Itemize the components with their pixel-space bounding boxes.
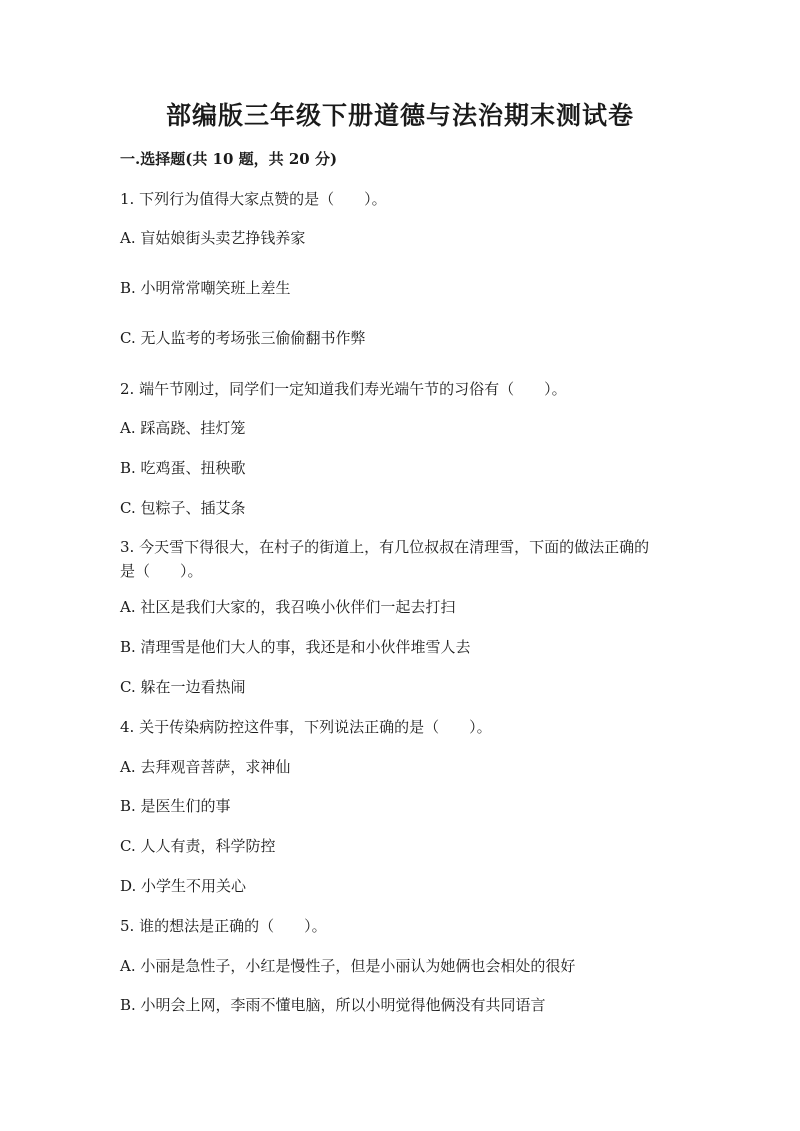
question-1-option-a: A. 盲姑娘街头卖艺挣钱养家: [120, 229, 306, 247]
exam-title: 部编版三年级下册道德与法治期末测试卷: [165, 101, 634, 130]
question-2-option-c: C. 包粽子、插艾条: [120, 499, 246, 517]
question-2-option-b: B. 吃鸡蛋、扭秧歌: [120, 459, 246, 477]
question-1-option-c: C. 无人监考的考场张三偷偷翻书作弊: [120, 329, 366, 347]
question-5-option-a: A. 小丽是急性子，小红是慢性子，但是小丽认为她俩也会相处的很好: [120, 957, 576, 975]
question-4-option-a: A. 去拜观音菩萨，求神仙: [120, 758, 291, 776]
question-4-option-b: B. 是医生们的事: [120, 797, 231, 815]
question-3-option-a: A. 社区是我们大家的，我召唤小伙伴们一起去打扫: [120, 598, 456, 616]
question-3-stem: 3. 今天雪下得很大，在村子的街道上，有几位叔叔在清理雪，下面的做法正确的是（ ）。: [120, 538, 650, 580]
question-5-stem: 5. 谁的想法是正确的（ ）。: [120, 917, 327, 935]
question-1-option-b: B. 小明常常嘲笑班上差生: [120, 279, 291, 297]
question-5-option-b: B. 小明会上网，李雨不懂电脑，所以小明觉得他俩没有共同语言: [120, 996, 546, 1014]
question-1-stem: 1. 下列行为值得大家点赞的是（ ）。: [120, 190, 387, 208]
question-4-option-c: C. 人人有责，科学防控: [120, 837, 276, 855]
question-3-option-c: C. 躲在一边看热闹: [120, 678, 246, 696]
question-3-option-b: B. 清理雪是他们大人的事，我还是和小伙伴堆雪人去: [120, 638, 471, 656]
section-heading: 一.选择题(共 10 题，共 20 分): [120, 150, 338, 168]
question-4-stem: 4. 关于传染病防控这件事，下列说法正确的是（ ）。: [120, 718, 492, 736]
question-4-option-d: D. 小学生不用关心: [120, 877, 247, 895]
question-2-stem: 2. 端午节刚过，同学们一定知道我们寿光端午节的习俗有（ ）。: [120, 380, 567, 398]
question-2-option-a: A. 踩高跷、挂灯笼: [120, 419, 246, 437]
